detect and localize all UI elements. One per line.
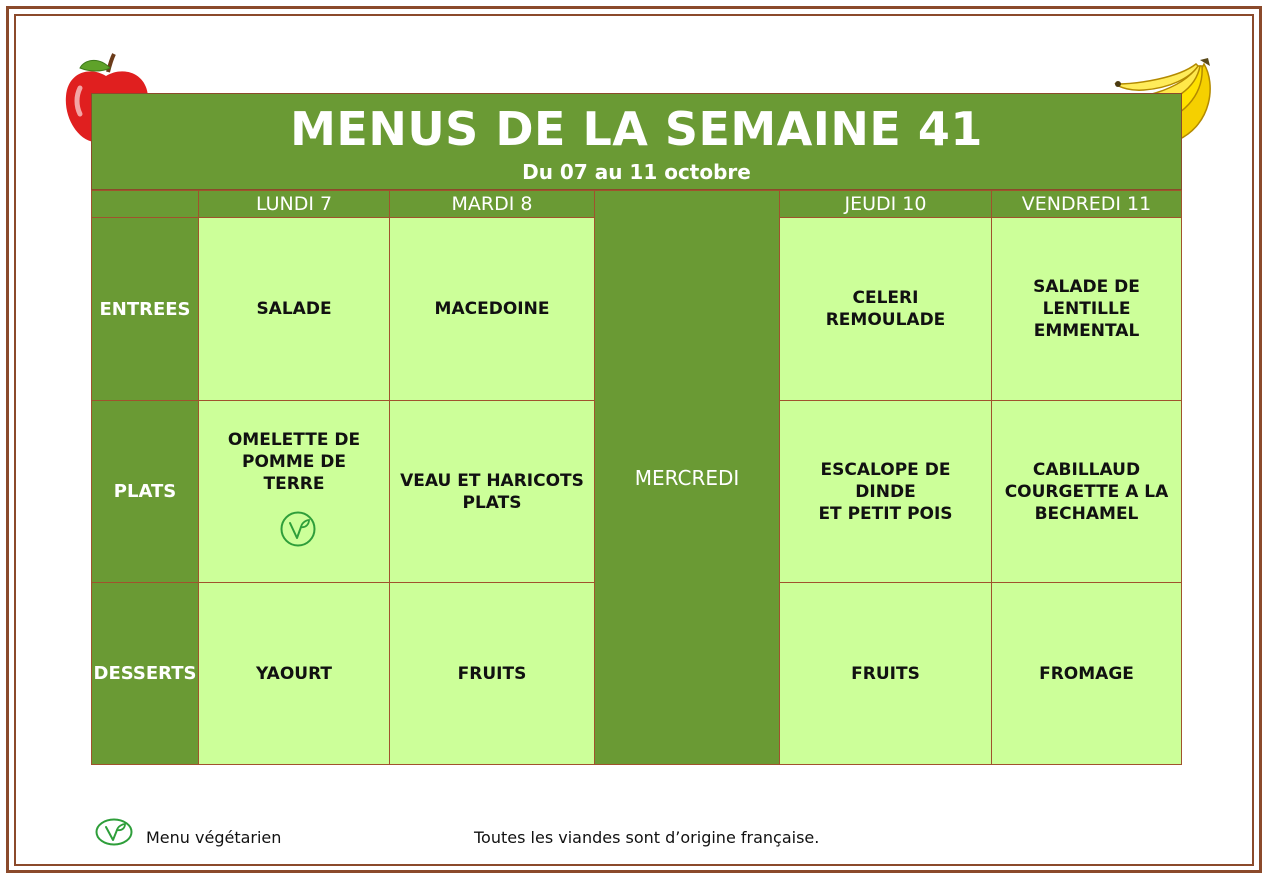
vegetarian-leaf-icon	[95, 818, 133, 846]
date-range: Du 07 au 11 octobre	[522, 160, 751, 184]
mercredi-closed: MERCREDI	[594, 190, 780, 765]
dish-name-line: POMME DE TERRE	[241, 452, 346, 494]
dish-name: FRUITS	[457, 663, 527, 684]
plat-jeudi	[779, 400, 992, 583]
dish-name-line: EMMENTAL	[1033, 321, 1140, 341]
dish-name-line: ET PETIT POIS	[818, 503, 953, 524]
dish-name-line: BECHAMEL	[1034, 503, 1139, 524]
day-header-mardi: MARDI 8	[389, 190, 595, 218]
dish-name-line: CABILLAUD	[1032, 459, 1141, 480]
dessert-lundi	[198, 582, 390, 765]
row-header-entrees: ENTREES	[91, 217, 199, 401]
dish-name: MACEDOINE	[434, 299, 550, 319]
dish-name-line: VEAU ET HARICOTS	[400, 470, 584, 491]
dish-name-line: OMELETTE DE	[227, 430, 361, 450]
dessert-jeudi	[779, 582, 992, 765]
row-header-desserts: DESSERTS	[91, 582, 199, 765]
corner-cell	[91, 190, 199, 218]
dessert-mardi	[389, 582, 595, 765]
dish-name: FROMAGE	[1039, 663, 1134, 684]
dish-name-line: LENTILLE	[1042, 299, 1131, 319]
plat-mardi	[389, 400, 595, 583]
entree-lundi	[198, 217, 390, 401]
dish-name: CELERI REMOULADE	[825, 288, 946, 330]
entree-mardi	[389, 217, 595, 401]
day-header-lundi: LUNDI 7	[198, 190, 390, 218]
vegetarian-legend: Menu végétarien	[146, 828, 282, 847]
entree-vendredi	[991, 217, 1182, 401]
menu-header	[91, 93, 1182, 190]
dish-name-line: PLATS	[462, 492, 522, 513]
vegetarian-leaf-icon	[280, 511, 316, 547]
page-title: MENUS DE LA SEMAINE 41	[290, 102, 983, 156]
dish-name-line: ESCALOPE DE DINDE	[820, 459, 951, 502]
day-header-vendredi: VENDREDI 11	[991, 190, 1182, 218]
entree-jeudi	[779, 217, 992, 401]
plat-vendredi	[991, 400, 1182, 583]
origin-note: Toutes les viandes sont d’origine française.	[474, 828, 820, 847]
dish-name: FRUITS	[851, 663, 920, 684]
dish-name: SALADE	[256, 299, 332, 319]
dish-name-line: COURGETTE A LA	[1004, 481, 1169, 502]
row-header-plats: PLATS	[91, 400, 199, 583]
dish-name-line: SALADE DE	[1033, 277, 1140, 297]
dish-name: YAOURT	[255, 663, 333, 684]
dessert-vendredi	[991, 582, 1182, 765]
day-header-jeudi: JEUDI 10	[779, 190, 992, 218]
plat-lundi	[198, 400, 390, 583]
